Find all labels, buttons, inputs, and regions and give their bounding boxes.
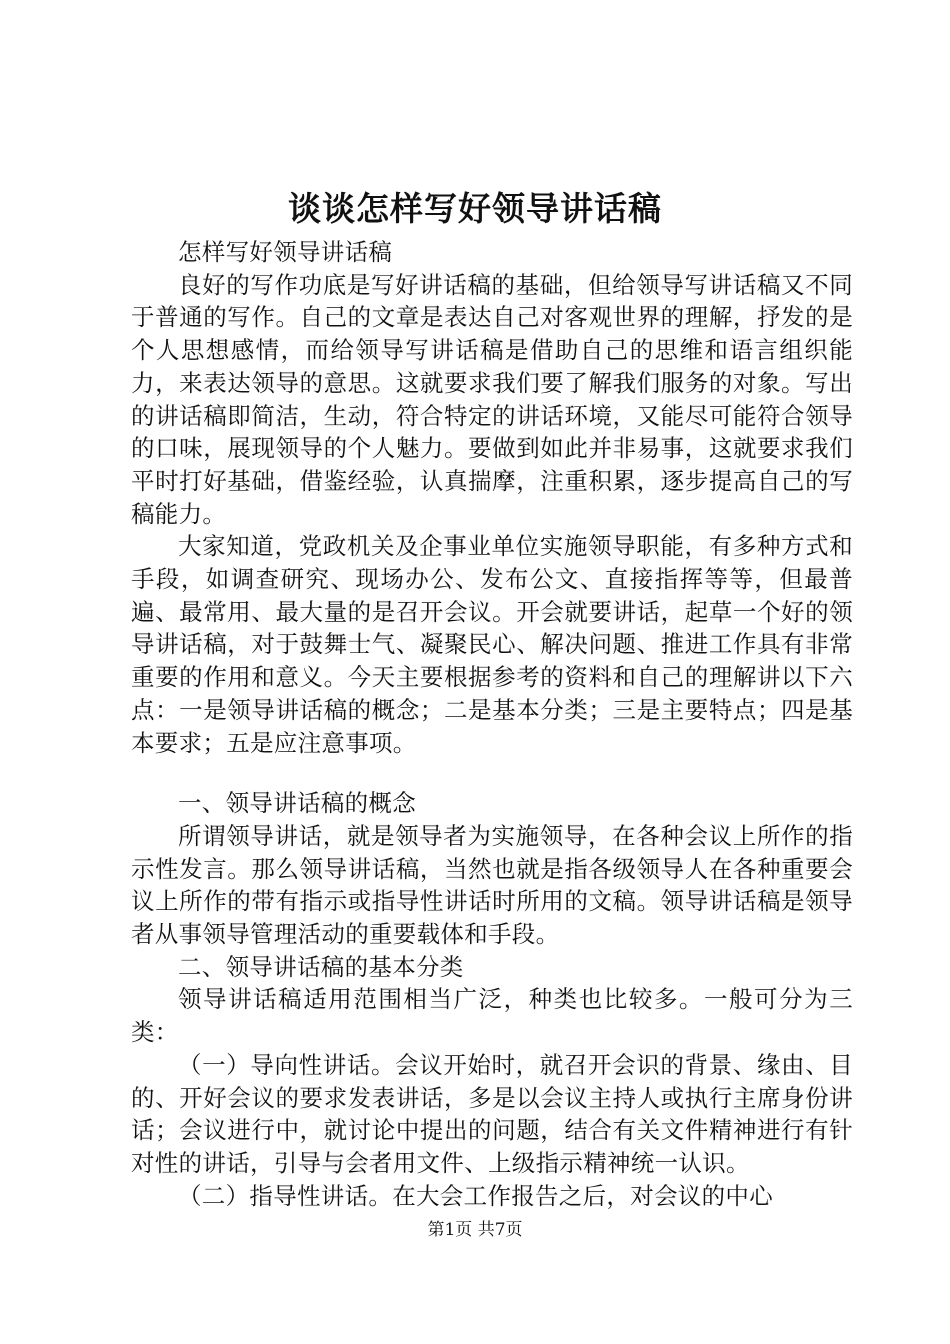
paragraph-overview: 大家知道，党政机关及企事业单位实施领导职能，有多种方式和手段，如调查研究、现场办公、发布公文、直接指挥等等，但最普遍、最常用、最大量的是召开会议。开会就要讲话，起草一个好的领导讲话稿，对于鼓舞士气、凝聚民心、解决问题、推进工作具有非常重要的作用和意义。今天主要根据参考的资料和自己的理解讲以下六点：一是领导讲话稿的概念；二是基本分类；三是主要特点；四是基本要求；五是应注意事项。: [131, 532, 853, 757]
section-heading-concept: 一、领导讲话稿的概念: [178, 789, 416, 818]
paragraph-classification-intro: 领导讲话稿适用范围相当广泛，种类也比较多。一般可分为三类：: [131, 985, 853, 1047]
paragraph-directive-speech: （二）指导性讲话。在大会工作报告之后，对会议的中心: [178, 1181, 773, 1210]
paragraph-concept: 所谓领导讲话，就是领导者为实施领导，在各种会议上所作的指示性发言。那么领导讲话稿，当然也就是指各级领导人在各种重要会议上所作的带有指示或指导性讲话时所用的文稿。领导讲话稿是领导者从事领导管理活动的重要载体和手段。: [131, 821, 853, 949]
document-body: [131, 236, 853, 1212]
page-number: 第1页 共7页: [427, 1220, 523, 1240]
document-title: 谈谈怎样写好领导讲话稿: [288, 189, 662, 228]
paragraph-intro: 良好的写作功底是写好讲话稿的基础，但给领导写讲话稿又不同于普通的写作。自己的文章是表达自己对客观世界的理解，抒发的是个人思想感情，而给领导写讲话稿是借助自己的思维和语言组织能力，来表达领导的意思。这就要求我们要了解我们服务的对象。写出的讲话稿即简洁，生动，符合特定的讲话环境，又能尽可能符合领导的口味，展现领导的个人魅力。要做到如此并非易事，这就要求我们平时打好基础，借鉴经验，认真揣摩，注重积累，逐步提高自己的写稿能力。: [131, 270, 853, 528]
paragraph-guiding-speech: （一）导向性讲话。会议开始时，就召开会识的背景、缘由、目的、开好会议的要求发表讲话，多是以会议主持人或执行主席身份讲话；会议进行中，就讨论中提出的问题，结合有关文件精神进行有针对性的讲话，引导与会者用文件、上级指示精神统一认识。: [131, 1050, 853, 1177]
paragraph-gap: [131, 759, 853, 787]
paragraph-subtitle: 怎样写好领导讲话稿: [178, 238, 393, 266]
section-heading-classification: 二、领导讲话稿的基本分类: [178, 952, 464, 981]
